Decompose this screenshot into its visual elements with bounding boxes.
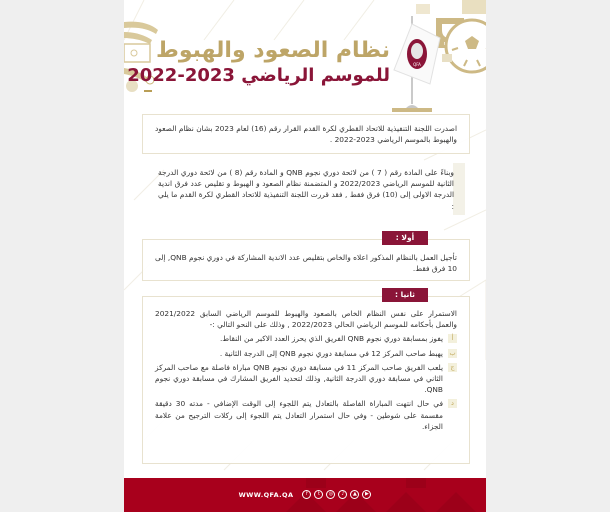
intro-text: اصدرت اللجنة التنفيذية للاتحاد القطري لكرة القدم القرار رقم (16) لعام 2023 بشان نظام الصعود والهبوط بالموسم الرياضي 2023-2022 . — [155, 124, 457, 145]
rule-item — [155, 362, 457, 396]
rule-marker: د — [448, 399, 457, 408]
intro-box — [142, 114, 470, 154]
footer-links — [124, 490, 486, 499]
section-1-text: تأجيل العمل بالنظام المذكور اعلاه والخاص بتقليص عدد الاندية المشاركة في دوري نجوم QNB, إلى 10 فرق فقط. — [155, 253, 457, 274]
section-1-box — [142, 239, 470, 281]
youtube-icon[interactable]: ▶ — [362, 490, 371, 499]
snapchat-icon[interactable]: ▲ — [350, 490, 359, 499]
section-1-label: أولا : — [382, 231, 428, 245]
preamble-paragraph: وبناءً على المادة رقم ( 7 ) من لائحة دوري نجوم QNB و المادة رقم (8 ) من لائحة دوري الدرجة الثانية للموسم الرياضي 2022/2023 و المتضمنة نظام الصعود و الهبوط و تقليص عدد فرق اندية الدرجة الاولى إلى (10) فرق فقط , فقد قررت اللجنة التنفيذية للاتحاد القطري لكرة القدم ما يلي : — [158, 168, 454, 211]
rule-text: يلعب الفريق صاحب المركز 11 في مسابقة دوري نجوم QNB مباراة فاصلة مع صاحب المركز الثاني في مسابقة دوري الدرجة الثانية, وذلك لتحديد الفريق المشارك في مسابقة دوري نجوم QNB. — [155, 362, 444, 395]
rule-text: يفوز بمسابقة دوري نجوم QNB الفريق الذي يحرز العدد الاكبر من النقاط. — [219, 334, 443, 344]
rule-marker: ب — [449, 348, 456, 357]
rule-marker: ج — [448, 363, 457, 372]
section-2-label: ثانيا : — [382, 288, 428, 302]
rule-item — [155, 333, 457, 344]
announcement-card — [124, 0, 486, 512]
rules-list — [155, 333, 457, 432]
rule-text: في حال انتهت المباراة الفاصلة بالتعادل يتم اللجوء إلى الوقت الإضافي - مدته 30 دقيقة مقسمة على شوطين - وفي حال استمرار التعادل يتم اللجوء إلى ركلات الترجيح من علامة الجزاء. — [155, 399, 443, 431]
tiktok-icon[interactable]: ♪ — [338, 490, 347, 499]
rule-marker: أ — [448, 334, 457, 343]
rule-item — [155, 398, 457, 432]
twitter-icon[interactable]: t — [314, 490, 323, 499]
section-2-box — [142, 296, 470, 464]
title-season: للموسم الرياضي 2023-2022 — [127, 65, 390, 86]
rule-text: يهبط صاحب المركز 12 في مسابقة دوري نجوم QNB إلى الدرجة الثانية . — [219, 348, 443, 358]
facebook-icon[interactable]: f — [302, 490, 311, 499]
page-title — [127, 38, 390, 88]
preamble-accent — [453, 163, 465, 215]
preamble-text — [158, 167, 454, 212]
section-2-intro: الاستمرار على نفس النظام الخاص بالصعود والهبوط للموسم الرياضي السابق 2021/2022 والعمل بأحكامه للموسم الرياضي الحالي 2022/2023 , وذلك على النحو التالي :- — [155, 309, 457, 330]
svg-text:QFA: QFA — [413, 62, 421, 67]
instagram-icon[interactable]: ◎ — [326, 490, 335, 499]
title-main: نظام الصعود والهبوط — [156, 38, 390, 63]
footer — [124, 478, 486, 512]
qfa-flag-logo-icon — [386, 12, 446, 112]
website-link[interactable]: WWW.QFA.QA — [238, 490, 294, 499]
rule-item — [155, 348, 457, 359]
